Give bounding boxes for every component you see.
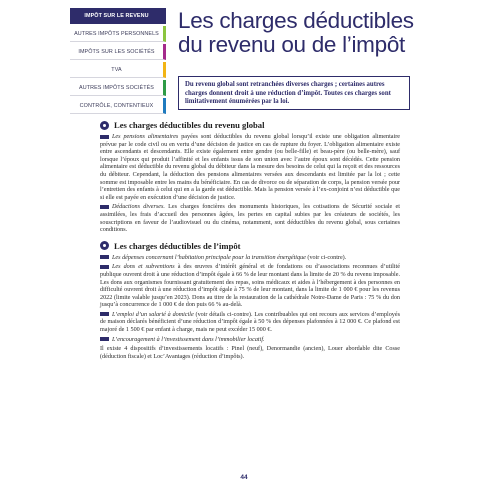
section-heading bbox=[100, 120, 400, 130]
paragraph-lead: Les pensions alimentaires bbox=[112, 134, 179, 140]
paragraph-lead: L’encouragement à l’investissement dans l’immobilier locatif. bbox=[112, 336, 265, 343]
paragraph-lead: Les dons et subventions bbox=[112, 264, 175, 271]
paragraph-text: Les charges foncières des monuments historiques, les cotisations de Sécurité sociale et assimilées, les frais d’accueil des personnes âgées, les pertes en capital subies par les créateurs de sociétés, les souscriptions en faveur de l’audiovisuel ou du cinéma, notamment, sont déductibles du revenu global, sous certaines conditions. bbox=[100, 204, 400, 234]
page-title bbox=[178, 9, 478, 57]
paragraph-lead: Les dépenses concernant l’habitation principale pour la transition énergétique bbox=[112, 254, 306, 261]
paragraph-marker-icon bbox=[100, 265, 109, 269]
nav-tab-tva[interactable]: TVA bbox=[70, 62, 166, 78]
section-heading bbox=[100, 241, 400, 251]
paragraph-marker-icon bbox=[100, 255, 109, 259]
paragraph bbox=[100, 264, 400, 310]
nav-tab-impot-sur-le-revenu[interactable]: IMPÔT SUR LE REVENU bbox=[70, 8, 166, 24]
paragraph-text: payées sont déductibles du revenu global lorsqu’il existe une obligation alimentaire prévue par le code civil ou en vertu d’une décision de justice en cas de rupture du foyer. L’obligation alimentaire existe entre ascendants et descendants. Elle existe également entre gendre (ou belle-fille) et beau-père (ou belle-mère), sauf lorsque l’époux qui produit l’affinité et les enfants issus de son union avec l’autre époux sont décédés. Cette pension alimentaire est déductible du revenu global du débiteur dans la mesure des besoins de celui qui la reçoit et des ressources du débiteur. Cependant, la déduction des pensions alimentaires versées aux descendants est limitée par la loi ; cette somme est imposable entre les mains du bénéficiaire. En cas de divorce ou de séparation de corps, la pension versée pour l’entretien des enfants à celui qui en a la garde est déductible. Mais la pension versée à l’ex-conjoint n’est déductible que si elle est payée en exécution d’une décision de justice. bbox=[100, 134, 400, 201]
paragraph: Il existe 4 dispositifs d’investissements locatifs : Pinel (neuf), Denormandie (ancien), Louer abordable dite Cosse (déduction fiscale) et Loc’Avantages (réduction d’impôts). bbox=[100, 346, 400, 360]
paragraph-text: (voir détails ci-contre). Les contribuables qui ont recours aux services d’employés de maison déclarés bénéficient d’une réduction d’impôt égale à 50 % des dépenses plafonnées à 12 000 €. Ce plafond est majoré de 1 500 € par enfant à charge, mais ne peut excéder 15 000 €. bbox=[100, 311, 400, 334]
paragraph-marker-icon bbox=[100, 205, 109, 209]
paragraph-lead: Déductions diverses. bbox=[112, 204, 165, 211]
section-heading-text: Les charges déductibles de l’impôt bbox=[114, 240, 241, 251]
paragraph-marker-icon bbox=[100, 337, 109, 341]
section-bullet-icon bbox=[100, 121, 109, 130]
paragraph bbox=[100, 255, 400, 263]
page-number: 44 bbox=[240, 474, 248, 481]
section-impot bbox=[100, 241, 400, 362]
paragraph bbox=[100, 337, 400, 345]
paragraph-text: (voir ci-contre). bbox=[305, 254, 347, 261]
section-bullet-icon bbox=[100, 241, 109, 250]
paragraph bbox=[100, 204, 400, 234]
page-title-line2: du revenu ou de l’impôt bbox=[178, 32, 405, 57]
nav-tab-autres-impots-personnels[interactable]: AUTRES IMPÔTS PERSONNELS bbox=[70, 26, 166, 42]
nav-tab-autres-impots-societes[interactable]: AUTRES IMPÔTS SOCIÉTÉS bbox=[70, 80, 166, 96]
section-revenu-global bbox=[100, 120, 400, 235]
paragraph-lead: L’emploi d’un salarié à domicile bbox=[112, 311, 194, 318]
section-heading-text: Les charges déductibles du revenu global bbox=[114, 120, 265, 130]
paragraph bbox=[100, 312, 400, 335]
paragraph bbox=[100, 134, 400, 202]
article-body bbox=[100, 118, 400, 367]
section-navigation bbox=[70, 8, 166, 116]
paragraph-marker-icon bbox=[100, 135, 109, 139]
intro-box: Du revenu global sont retranchées diverses charges ; certaines autres charges donnent droit à une réduction d’impôt. Toutes ces charges sont limitativement énumérées par la loi. bbox=[178, 76, 410, 110]
nav-tab-impots-sur-les-societes[interactable]: IMPÔTS SUR LES SOCIÉTÉS bbox=[70, 44, 166, 60]
paragraph-text: à des œuvres d’intérêt général et de fondations ou d’associations reconnues d’utilité publique ouvrent droit à une réduction d’impôt égale à 66 % de leur montant dans la limite de 20 % du revenu imposable. Les dons aux organismes fournissant gratuitement des repas, soins médicaux et aides à l’hébergement à des personnes en difficulté ouvrent droit à une réduction d’impôt égale à 75 % de leur montant, dans la limite de 1 000 € pour les revenus 2022 (limite valable jusqu’en 2023). Dons au titre de la restauration de la cathédrale Notre-Dame de Paris : 75 % du don jusqu’à concurrence de 1 000 € de don puis 66 % au-delà. bbox=[100, 264, 400, 309]
nav-tab-controle-contentieux[interactable]: CONTRÔLE, CONTENTIEUX bbox=[70, 98, 166, 114]
paragraph-marker-icon bbox=[100, 312, 109, 316]
page-title-line1: Les charges déductibles bbox=[178, 8, 414, 33]
